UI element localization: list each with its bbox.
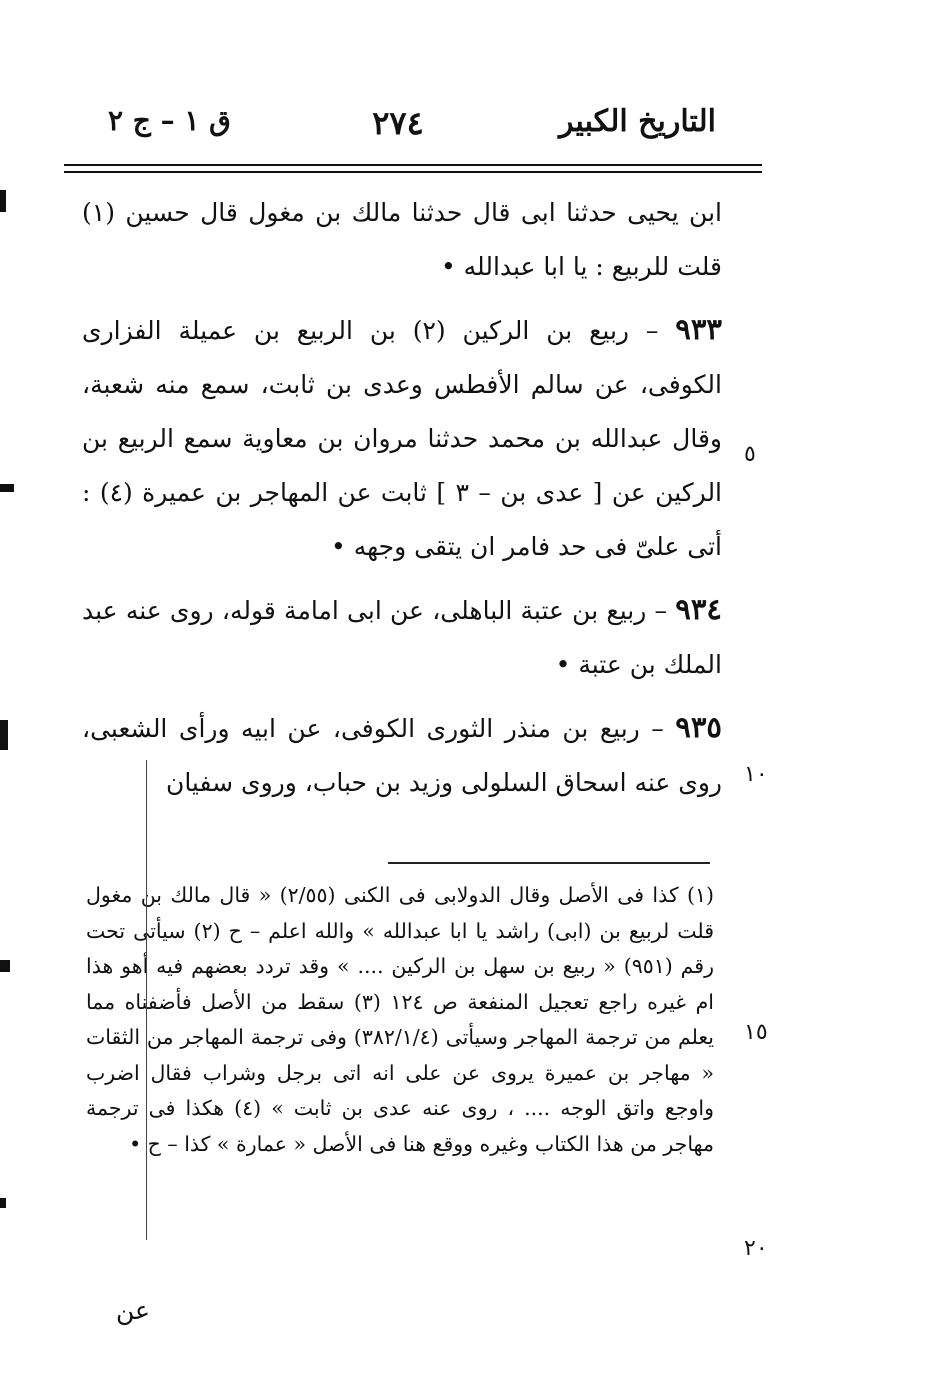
page-number: ٢٧٤ [372, 104, 424, 142]
header-rule-bottom [64, 171, 762, 173]
biography-entry-933: ٩٣٣ – ربيع بن الركين (٢) بن الربيع بن عميلة الفزارى الكوفى، عن سالم الأفطس وعدى بن ثابت، سمع منه شعبة، وقال عبدالله بن محمد حدثنا مروان بن معاوية سمع الربيع بن الركين عن [ عدى بن – ٣ ] ثابت عن المهاجر بن عميرة (٤) : أتى علىّ فى حد فامر ان يتقى وجهه • [82, 312, 723, 561]
biography-entry-934: ٩٣٤ – ربيع بن عتبة الباهلى، عن ابى امامة قوله، روى عنه عبد الملك بن عتبة • [82, 592, 722, 679]
line-number-15: ١٥ [744, 1020, 768, 1045]
footnote-separator [388, 862, 710, 864]
line-number-10: ١٠ [744, 762, 768, 787]
header-rule-top [64, 164, 762, 166]
volume-reference: ق ١ – ج ٢ [108, 104, 231, 137]
edge-mark [0, 484, 14, 492]
entry-number: ٩٣٣ [675, 312, 722, 346]
book-title: التاريخ الكبير [558, 104, 716, 139]
line-number-20: ٢٠ [744, 1236, 768, 1261]
edge-mark [0, 720, 8, 750]
edge-mark [0, 1198, 6, 1208]
edge-mark [0, 960, 10, 972]
edge-mark [0, 190, 6, 212]
text-paragraph: ابن يحيى حدثنا ابى قال حدثنا مالك بن مغول قال حسين (١) قلت للربيع : يا ابا عبدالله • [82, 198, 722, 281]
footnote-text: (١) كذا فى الأصل وقال الدولابى فى الكنى (٢/٥٥) « قال مالك بن مغول قلت لربيع بن (ابى) راشد يا ابا عبدالله » والله اعلم – ح (٢) سيأتى تحت رقم (٩٥١) « ربيع بن سهل بن الركين .... » وقد تردد بعضهم فيه أهو هذا ام غيره راجع تعجيل المنفعة ص ١٢٤ (٣) سقط من الأصل فأضفناه مما يعلم من ترجمة المهاجر وسيأتى (٣٨٢/١/٤) وفى ترجمة المهاجر من الثقات « مهاجر بن عميرة يروى عن على انه اتى برجل وشراب فقال اضرب واوجع واتق الوجه .... ، روى عنه عدى بن ثابت » (٤) هكذا فى ترجمة مهاجر من هذا الكتاب وغيره ووقع هنا فى الأصل « عمارة » كذا – ح • [86, 883, 714, 1156]
catchword: عن [116, 1296, 150, 1325]
entry-number: ٩٣٥ [675, 710, 722, 744]
footnotes [86, 878, 714, 1162]
scan-artifact-line [146, 760, 147, 1240]
running-header [80, 104, 716, 154]
main-text [82, 186, 722, 810]
line-number-5: ٥ [744, 442, 756, 467]
biography-entry-935: ٩٣٥ – ربيع بن منذر الثورى الكوفى، عن ابيه ورأى الشعبى، روى عنه اسحاق السلولى وزيد بن حباب، وروى سفيان [82, 710, 722, 797]
entry-number: ٩٣٤ [675, 592, 722, 626]
